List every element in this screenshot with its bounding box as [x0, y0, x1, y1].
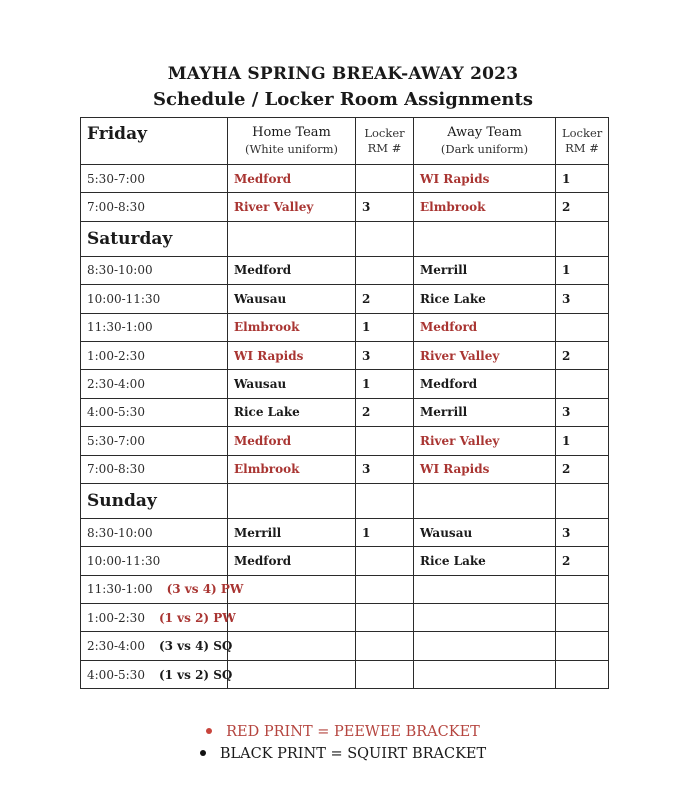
game-row	[81, 370, 609, 398]
home-team: WI Rapids	[228, 341, 356, 369]
away-locker-room: 1	[556, 427, 609, 455]
away-team	[414, 660, 556, 688]
home-team	[228, 632, 356, 660]
time-text: 2:30-4:00	[87, 377, 145, 392]
locker-label: Locker	[562, 126, 603, 140]
rm-label: RM #	[367, 141, 402, 155]
day-row-sunday	[81, 483, 609, 518]
home-team	[228, 575, 356, 603]
away-team: River Valley	[414, 427, 556, 455]
away-team	[414, 575, 556, 603]
home-locker-room	[356, 427, 414, 455]
game-row	[81, 660, 609, 688]
away-locker-room: 1	[556, 256, 609, 284]
home-locker-room: 3	[356, 455, 414, 483]
time-text: 4:00-5:30	[87, 667, 145, 682]
rm-label: RM #	[565, 141, 599, 155]
home-locker-room: 2	[356, 285, 414, 313]
time-text: 1:00-2:30	[87, 610, 145, 625]
away-team: River Valley	[414, 341, 556, 369]
time-slot	[81, 547, 228, 575]
game-row	[81, 256, 609, 284]
away-team	[414, 632, 556, 660]
time-text: 10:00-11:30	[87, 553, 161, 568]
legend-peewee	[0, 724, 686, 740]
home-uniform-label: (White uniform)	[244, 142, 339, 156]
game-row	[81, 285, 609, 313]
document-title: MAYHA SPRING BREAK-AWAY 2023	[167, 64, 519, 84]
time-text: 7:00-8:30	[87, 200, 145, 215]
empty-cell	[556, 221, 609, 256]
time-slot	[81, 256, 228, 284]
time-slot	[81, 660, 233, 688]
game-row	[81, 632, 609, 660]
home-team-header	[228, 118, 356, 165]
document-subtitle: Schedule / Locker Room Assignments	[153, 89, 533, 110]
away-team: WI Rapids	[414, 165, 556, 193]
home-locker-room: 2	[356, 398, 414, 426]
time-text: 5:30-7:00	[87, 433, 145, 448]
away-locker-room: 1	[556, 165, 609, 193]
header-row	[81, 118, 609, 165]
game-row	[81, 193, 609, 221]
game-row	[81, 575, 609, 603]
away-locker-room: 2	[556, 547, 609, 575]
empty-cell	[414, 221, 556, 256]
time-text: 11:30-1:00	[87, 320, 153, 335]
away-locker-room	[556, 660, 609, 688]
time-slot	[81, 604, 236, 632]
home-team	[228, 660, 356, 688]
home-locker-room	[356, 256, 414, 284]
time-text: 7:00-8:30	[87, 462, 145, 477]
game-row	[81, 341, 609, 369]
away-team-header	[414, 118, 556, 165]
legend-peewee-text: RED PRINT = PEEWEE BRACKET	[226, 724, 480, 740]
away-locker-room	[556, 604, 609, 632]
home-team: Medford	[228, 547, 356, 575]
empty-cell	[228, 483, 356, 518]
bracket-game-tag: (3 vs 4) PW	[166, 582, 244, 597]
red-bullet-icon	[206, 728, 212, 734]
empty-cell	[414, 483, 556, 518]
away-locker-room: 2	[556, 455, 609, 483]
home-team: River Valley	[228, 193, 356, 221]
game-row	[81, 165, 609, 193]
home-locker-room	[356, 660, 414, 688]
away-team: Rice Lake	[414, 547, 556, 575]
day-row-saturday	[81, 221, 609, 256]
home-team: Rice Lake	[228, 398, 356, 426]
time-text: 2:30-4:00	[87, 639, 145, 654]
time-text: 4:00-5:30	[87, 405, 145, 420]
game-row	[81, 313, 609, 341]
day-heading-sunday: Sunday	[81, 483, 228, 518]
away-team: Merrill	[414, 256, 556, 284]
home-locker-room	[356, 632, 414, 660]
black-bullet-icon	[200, 750, 206, 756]
game-row	[81, 518, 609, 546]
home-team	[228, 604, 356, 632]
home-team: Wausau	[228, 285, 356, 313]
empty-cell	[356, 221, 414, 256]
away-locker-room	[556, 313, 609, 341]
time-slot	[81, 165, 228, 193]
time-slot	[81, 455, 228, 483]
home-locker-room: 3	[356, 341, 414, 369]
game-row	[81, 398, 609, 426]
home-team: Medford	[228, 427, 356, 455]
game-row	[81, 604, 609, 632]
away-team	[414, 604, 556, 632]
time-text: 8:30-10:00	[87, 525, 153, 540]
time-slot	[81, 575, 244, 603]
home-team: Medford	[228, 165, 356, 193]
day-heading-friday: Friday	[81, 118, 228, 165]
locker-label: Locker	[364, 126, 405, 140]
time-slot	[81, 285, 228, 313]
home-locker-room: 1	[356, 518, 414, 546]
schedule-table	[80, 117, 609, 689]
away-team: WI Rapids	[414, 455, 556, 483]
away-locker-room: 3	[556, 285, 609, 313]
time-slot	[81, 518, 228, 546]
away-locker-room: 3	[556, 398, 609, 426]
home-team: Wausau	[228, 370, 356, 398]
home-locker-room: 3	[356, 193, 414, 221]
time-text: 11:30-1:00	[87, 582, 153, 597]
bracket-game-tag: (3 vs 4) SQ	[158, 639, 233, 654]
empty-cell	[356, 483, 414, 518]
away-team-label: Away Team	[447, 125, 522, 140]
bracket-game-tag: (1 vs 2) SQ	[158, 667, 233, 682]
game-row	[81, 427, 609, 455]
away-team: Merrill	[414, 398, 556, 426]
home-locker-room: 1	[356, 313, 414, 341]
home-team: Merrill	[228, 518, 356, 546]
home-locker-room	[356, 604, 414, 632]
home-locker-room	[356, 547, 414, 575]
home-locker-header	[356, 118, 414, 165]
time-text: 1:00-2:30	[87, 348, 145, 363]
game-row	[81, 547, 609, 575]
time-text: 10:00-11:30	[87, 291, 161, 306]
away-team: Wausau	[414, 518, 556, 546]
day-heading-saturday: Saturday	[81, 221, 228, 256]
time-slot	[81, 370, 228, 398]
game-row	[81, 455, 609, 483]
away-locker-room: 3	[556, 518, 609, 546]
time-slot	[81, 313, 228, 341]
home-team: Elmbrook	[228, 455, 356, 483]
away-locker-room	[556, 370, 609, 398]
away-uniform-label: (Dark uniform)	[440, 142, 529, 156]
home-locker-room	[356, 165, 414, 193]
time-slot	[81, 632, 233, 660]
home-locker-room: 1	[356, 370, 414, 398]
away-team: Medford	[414, 370, 556, 398]
legend-squirt-text: BLACK PRINT = SQUIRT BRACKET	[219, 746, 487, 762]
away-locker-room: 2	[556, 193, 609, 221]
away-locker-room	[556, 575, 609, 603]
bracket-game-tag: (1 vs 2) PW	[158, 610, 236, 625]
away-team: Medford	[414, 313, 556, 341]
home-team-label: Home Team	[252, 125, 331, 140]
home-team: Medford	[228, 256, 356, 284]
home-locker-room	[356, 575, 414, 603]
time-slot	[81, 341, 228, 369]
away-locker-room: 2	[556, 341, 609, 369]
away-team: Rice Lake	[414, 285, 556, 313]
away-team: Elmbrook	[414, 193, 556, 221]
time-slot	[81, 398, 228, 426]
away-locker-header	[556, 118, 609, 165]
time-slot	[81, 193, 228, 221]
legend-squirt	[0, 746, 686, 762]
empty-cell	[556, 483, 609, 518]
time-slot	[81, 427, 228, 455]
time-text: 8:30-10:00	[87, 263, 153, 278]
empty-cell	[228, 221, 356, 256]
away-locker-room	[556, 632, 609, 660]
time-text: 5:30-7:00	[87, 171, 145, 186]
home-team: Elmbrook	[228, 313, 356, 341]
